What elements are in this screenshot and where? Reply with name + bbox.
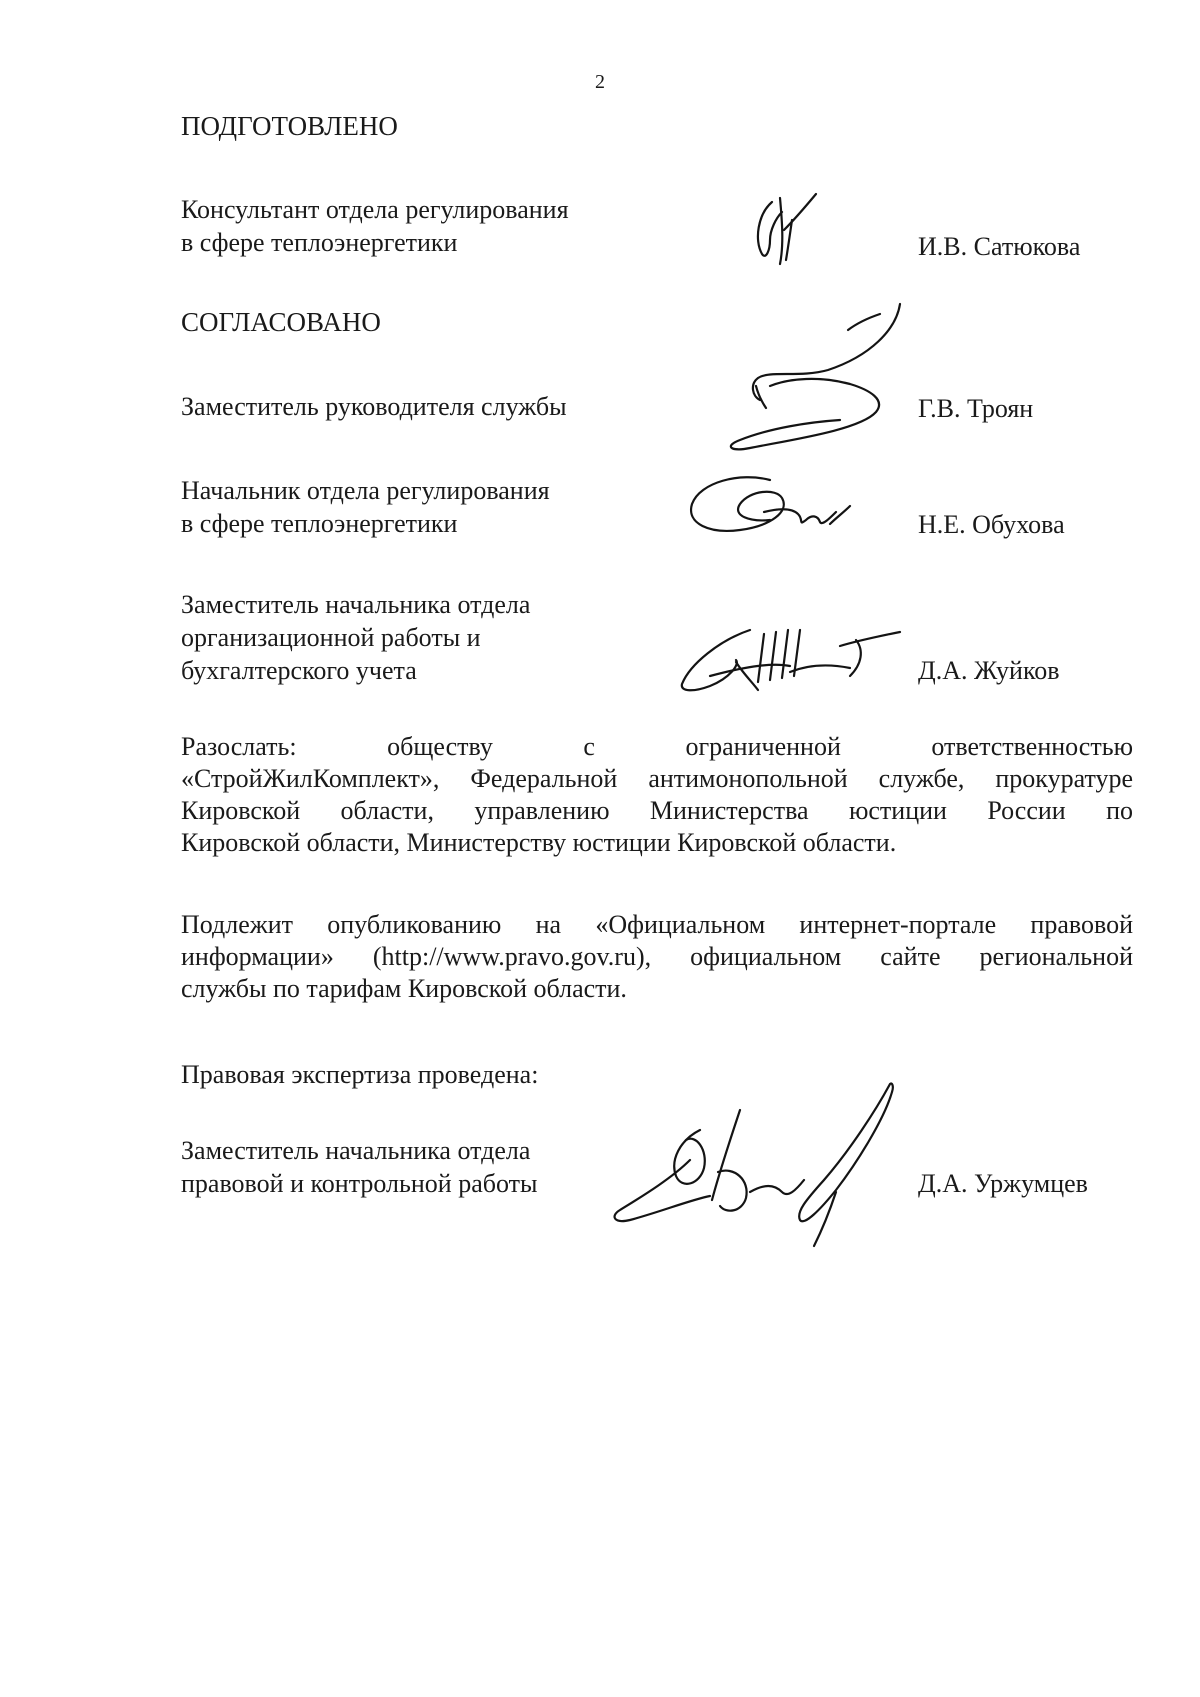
deputy-head-org-position-line-3: бухгалтерского учета — [181, 656, 417, 685]
publication-line-1: Подлежит опубликованию на «Официальном интернет-портале правовой — [181, 910, 1133, 939]
legal-review-heading: Правовая экспертиза проведена: — [181, 1060, 539, 1089]
legal-review-position-line-2: правовой и контрольной работы — [181, 1169, 538, 1198]
signature-obukhova — [680, 468, 860, 548]
publication-line-3: службы по тарифам Кировской области. — [181, 974, 627, 1003]
prepared-position-line-2: в сфере теплоэнергетики — [181, 228, 458, 257]
publication-line-2: информации» (http://www.pravo.gov.ru), официальном сайте региональной — [181, 942, 1133, 971]
distribution-line-3: Кировской области, управлению Министерства юстиции России по — [181, 796, 1133, 825]
page-number: 2 — [595, 71, 605, 93]
head-of-department-position-line-1: Начальник отдела регулирования — [181, 476, 550, 505]
deputy-head-org-position-line-1: Заместитель начальника отдела — [181, 590, 531, 619]
deputy-head-org-name: Д.А. Жуйков — [918, 656, 1060, 685]
legal-review-position-line-1: Заместитель начальника отдела — [181, 1136, 531, 1165]
distribution-line-1: Разослать: обществу с ограниченной ответственностью — [181, 732, 1133, 761]
publication-paragraph — [181, 909, 1133, 1005]
distribution-paragraph — [181, 731, 1133, 859]
agreed-heading: СОГЛАСОВАНО — [181, 307, 381, 337]
signature-satyukova — [740, 190, 830, 270]
head-of-department-position-line-2: в сфере теплоэнергетики — [181, 509, 458, 538]
prepared-position-line-1: Консультант отдела регулирования — [181, 195, 569, 224]
legal-review-name: Д.А. Уржумцев — [918, 1169, 1088, 1198]
head-of-department-name: Н.Е. Обухова — [918, 510, 1065, 539]
prepared-name: И.В. Сатюкова — [918, 232, 1081, 261]
deputy-head-position: Заместитель руководителя службы — [181, 392, 567, 421]
deputy-head-org-position-line-2: организационной работы и — [181, 623, 481, 652]
distribution-line-2: «СтройЖилКомплект», Федеральной антимонопольной службе, прокуратуре — [181, 764, 1133, 793]
signature-urzhumtsev — [600, 1080, 920, 1250]
signature-troyan — [700, 300, 910, 460]
distribution-line-4: Кировской области, Министерству юстиции Кировской области. — [181, 828, 897, 857]
deputy-head-name: Г.В. Троян — [918, 394, 1034, 423]
signature-zhuykov — [680, 620, 910, 700]
prepared-heading: ПОДГОТОВЛЕНО — [181, 111, 398, 141]
